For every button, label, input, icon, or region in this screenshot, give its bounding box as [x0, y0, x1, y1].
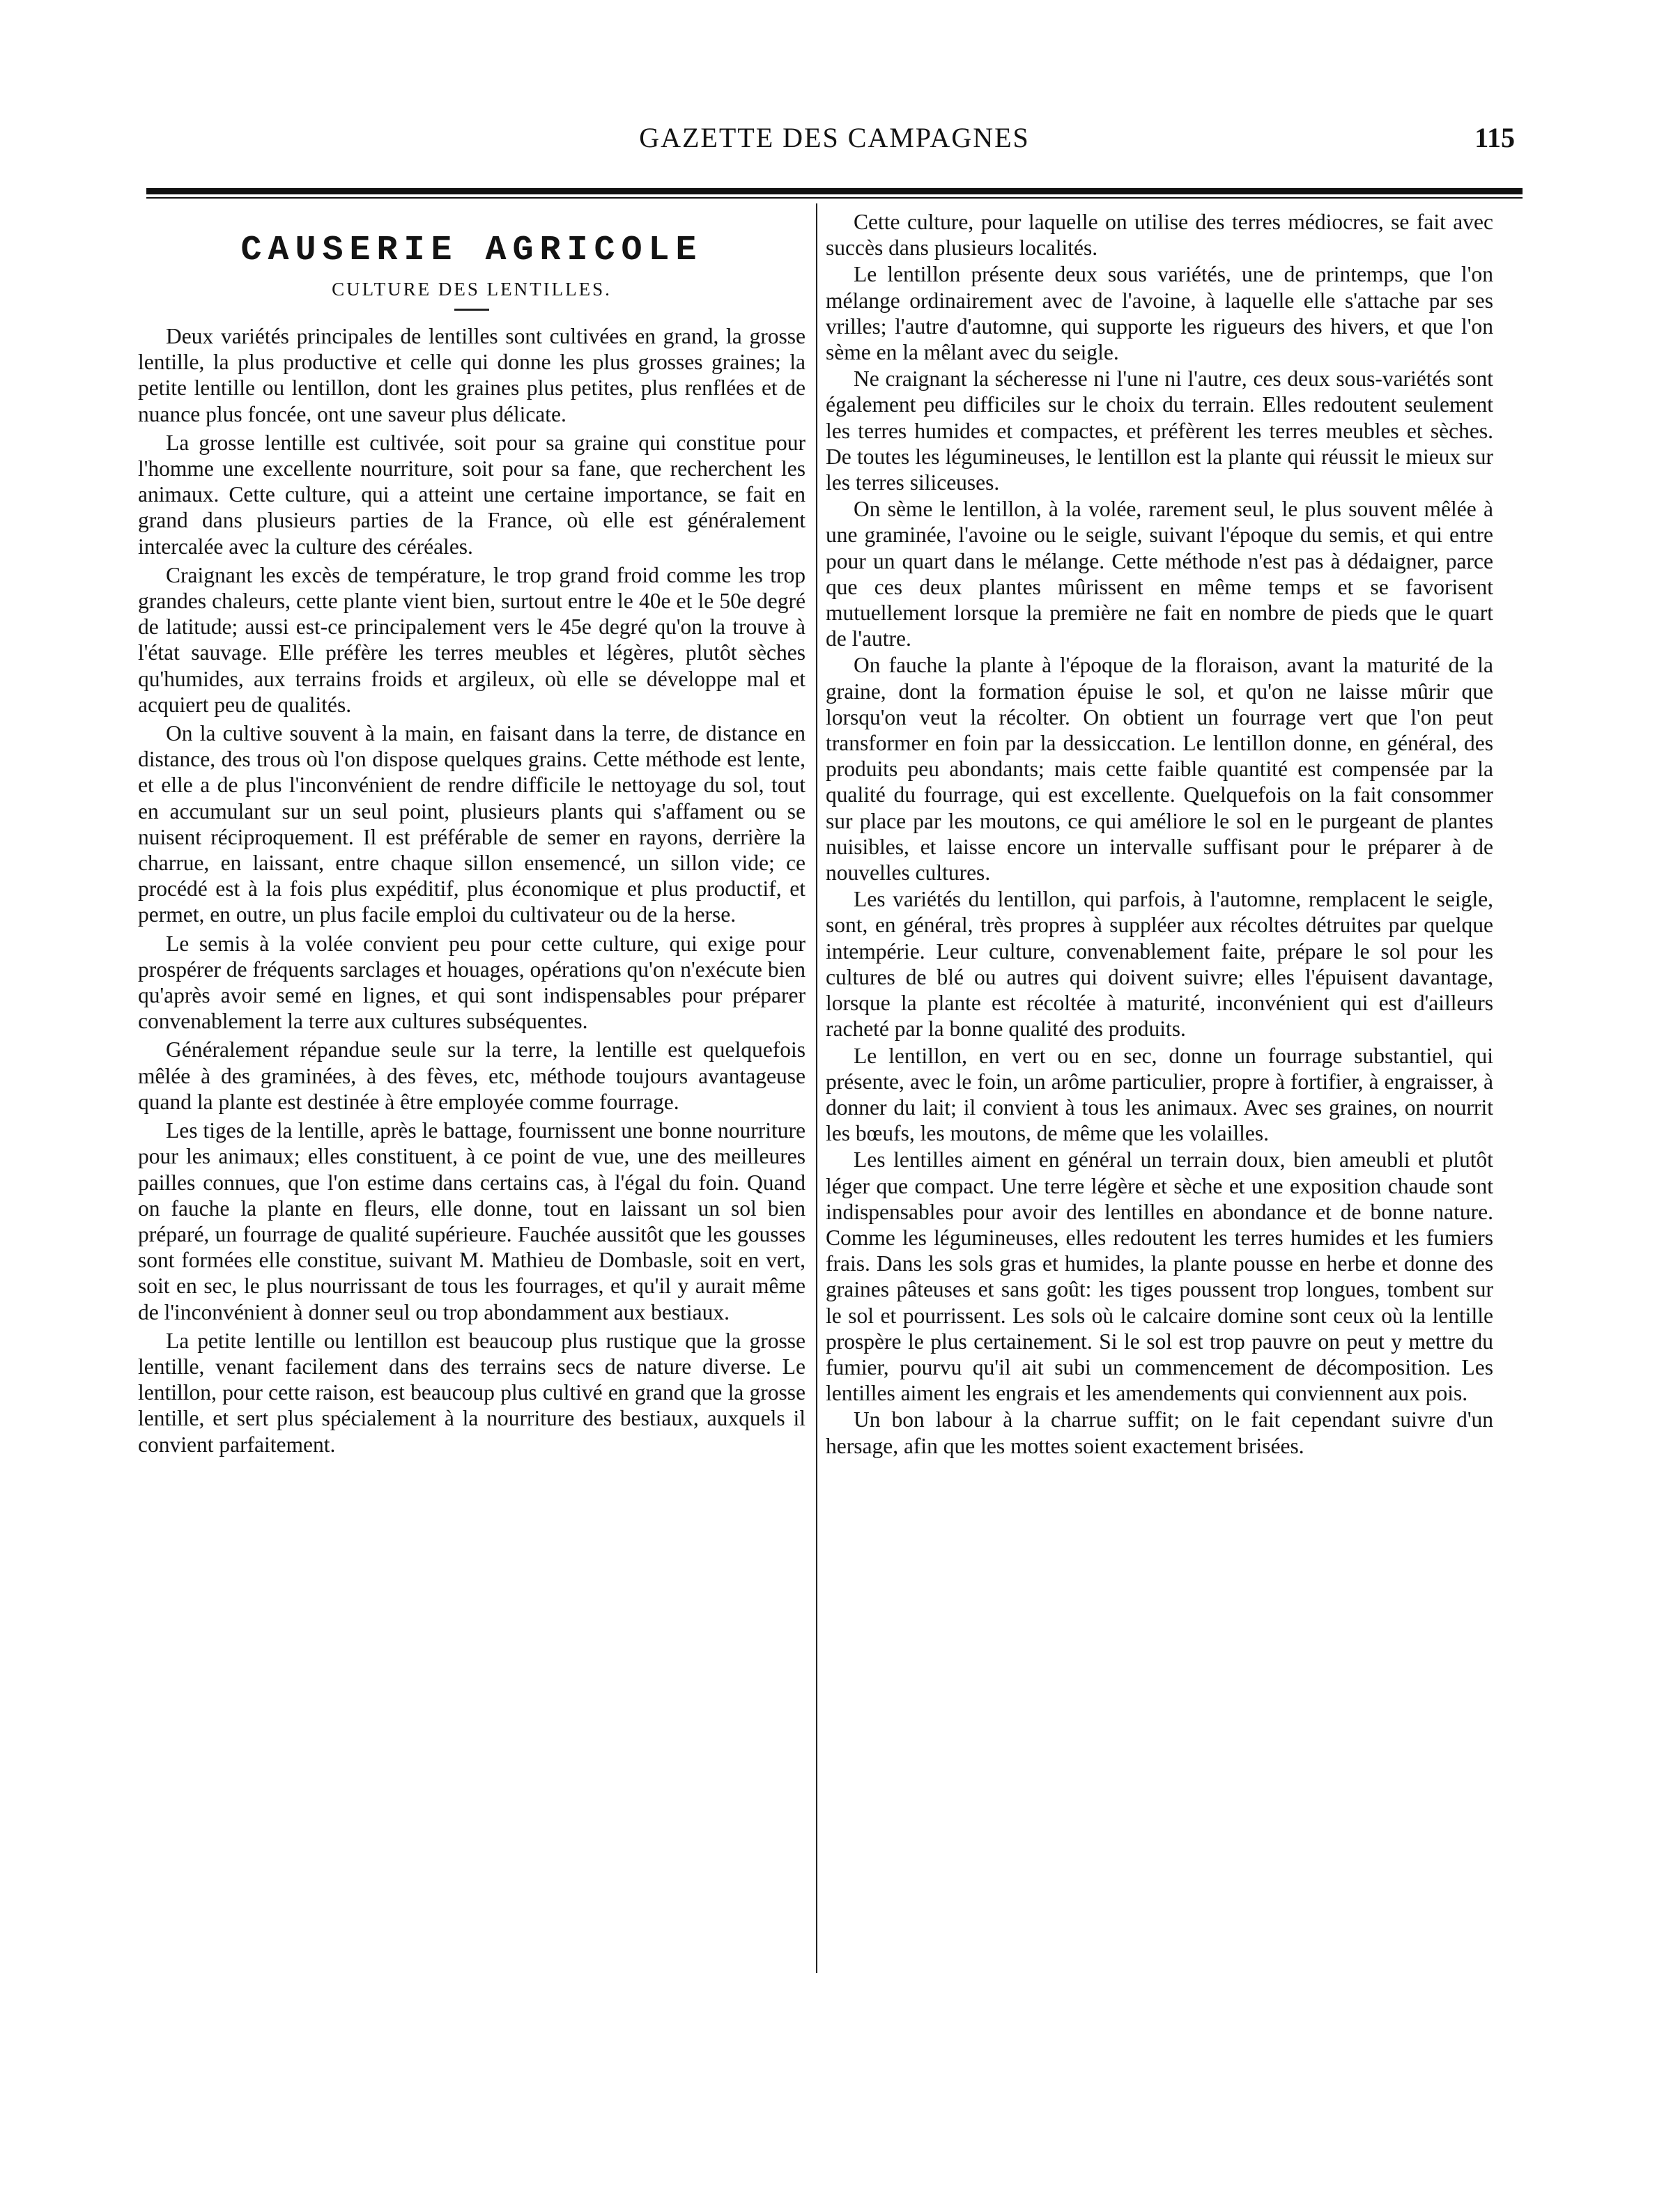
paragraph: Généralement répandue seule sur la terre, la lentille est quelquefois mêlée à des graminées, à des fèves, etc, méthode toujours avantageuse quand la plante est destinée à être employée comme fourrage. — [138, 1037, 806, 1114]
paragraph: Le lentillon présente deux sous variétés, une de printemps, que l'on mélange ordinairement avec de l'avoine, à laquelle elle s'attache par ses vrilles; l'autre d'automne, qui supporte les rigueurs des hivers, et que l'on sème en la mêlant avec du seigle. — [826, 262, 1493, 365]
paragraph: On la cultive souvent à la main, en faisant dans la terre, de distance en distance, des trous où l'on dispose quelques grains. Cette méthode est lente, et elle a de plus l'inconvénient de rendre difficile le nettoyage du sol, tout en accumulant sur un seul point, plusieurs plants qui s'affament ou se nuisent réciproquement. Il est préférable de semer en rayons, derrière la charrue, en laissant, entre chaque sillon ensemencé, un sillon vide; ce procédé est à la fois plus expéditif, plus économique et plus productif, et permet, en outre, un plus facile emploi du cultivateur ou de la herse. — [138, 721, 806, 927]
paragraph: On fauche la plante à l'époque de la floraison, avant la maturité de la graine, dont la formation épuise le sol, et qu'on ne laisse mûrir que lorsqu'on veut la récolter. On obtient un fourrage vert que l'on peut transformer en foin par la dessiccation. Le lentillon donne, en général, des produits peu abondants; mais cette faible quantité est compensée par la qualité du fourrage, qui est excellente. Quelquefois on la fait consommer sur place par les moutons, ce qui améliore le sol en le purgeant de plantes nuisibles, et laisse encore un intervalle suffisant pour le préparer à de nouvelles cultures. — [826, 653, 1493, 885]
paragraph: Le lentillon, en vert ou en sec, donne un fourrage substantiel, qui présente, avec le foin, un arôme particulier, propre à fortifier, à engraisser, à donner du lait; il convient à tous les animaux. Avec ses graines, on nourrit les bœufs, les moutons, de même que les volailles. — [826, 1043, 1493, 1146]
paragraph: Les lentilles aiment en général un terrain doux, bien ameubli et plutôt léger que compact. Une terre légère et sèche et une exposition chaude sont indispensables pour avoir des lentilles en abondance et de bonne nature. Comme les légumineuses, elles redoutent les terres humides et les fumiers frais. Dans les sols gras et humides, la plante pousse en herbe et donne des graines pâteuses et sans goût: les tiges poussent trop longues, tombent sur le sol et pourrissent. Les sols où le calcaire domine sont ceux où la lentille prospère le plus certainement. Si le sol est trop pauvre on peut y mettre du fumier, pourvu qu'il ait subi un commencement de décomposition. Les lentilles aiment les engrais et les amendements qui conviennent aux pois. — [826, 1147, 1493, 1406]
column-divider — [816, 203, 817, 1973]
paragraph: Deux variétés principales de lentilles sont cultivées en grand, la grosse lentille, la plus productive et celle qui donne les plus grosses graines; la petite lentille ou lentillon, dont les graines plus petites, plus renflées et de nuance plus foncée, ont une saveur plus délicate. — [138, 324, 806, 426]
paragraph: Craignant les excès de température, le trop grand froid comme les trop grandes chaleurs, cette plante vient bien, surtout entre le 40e et le 50e degré de latitude; aussi est-ce principalement vers le 45e degré qu'on la trouve à l'état sauvage. Elle préfère les terres meubles et légères, plutôt sèches qu'humides, aux terrains froids et argileux, où elle se développe mal et acquiert peu de qualités. — [138, 562, 806, 717]
page-number: 115 — [1474, 122, 1515, 153]
right-column — [826, 209, 1493, 1459]
paragraph: Le semis à la volée convient peu pour cette culture, qui exige pour prospérer de fréquents sarclages et houages, opérations qu'on n'exécute bien qu'après avoir semé en lignes, et qui sont indispensables pour préparer convenablement la terre aux cultures subséquentes. — [138, 931, 806, 1034]
paragraph: On sème le lentillon, à la volée, rarement seul, le plus souvent mêlée à une graminée, l'avoine ou le seigle, suivant l'époque du semis, et qui entre pour un quart dans le mélange. Cette méthode n'est pas à dédaigner, parce que ces deux plantes mûrissent en même temps et se favorisent mutuellement lorsque la première ne fait en nombre de pieds que le quart de l'autre. — [826, 497, 1493, 651]
paragraph: Ne craignant la sécheresse ni l'une ni l'autre, ces deux sous-variétés sont également peu difficiles sur le choix du terrain. Elles redoutent seulement les terres humides et compactes, et préfèrent les terres meubles et sèches. De toutes les légumineuses, le lentillon est la plante qui réussit le mieux sur les terres siliceuses. — [826, 366, 1493, 495]
paragraph: Un bon labour à la charrue suffit; on le fait cependant suivre d'un hersage, afin que les mottes soient exactement brisées. — [826, 1407, 1493, 1458]
paragraph: Les variétés du lentillon, qui parfois, à l'automne, remplacent le seigle, sont, en général, très propres à suppléer aux récoltes détruites par quelque intempérie. Leur culture, convenablement faite, prépare le sol pour les cultures de blé ou autres qui doivent suivre; elles l'épuisent davantage, lorsque la plante est récoltée à maturité, inconvénient qui est d'ailleurs racheté par la bonne qualité des produits. — [826, 887, 1493, 1042]
left-column — [138, 209, 806, 1457]
paragraph: Cette culture, pour laquelle on utilise des terres médiocres, se fait avec succès dans plusieurs localités. — [826, 210, 1493, 261]
header-rule-thick — [146, 188, 1523, 194]
title-dash — [454, 309, 489, 311]
paragraph: La petite lentille ou lentillon est beaucoup plus rustique que la grosse lentille, venant facilement dans des terrains secs de nature diverse. Le lentillon, pour cette raison, est beaucoup plus cultivé en grand que la grosse lentille, et sert plus spécialement à la nourriture des bestiaux, auxquels il convient parfaitement. — [138, 1328, 806, 1457]
page-header — [150, 117, 1519, 166]
paragraph: Les tiges de la lentille, après le battage, fournissent une bonne nourriture pour les animaux; elles constituent, à ce point de vue, une des meilleures pailles connues, que l'on estime dans certains cas, à l'égal du foin. Quand on fauche la plante en fleurs, elle donne, tout en laissant un sol bien préparé, un fourrage de qualité supérieure. Fauchée aussitôt que les gousses sont formées elle constitue, suivant M. Mathieu de Dombasle, soit en vert, soit en sec, le plus nourrissant de tous les fourrages, et qu'il y aurait même de l'inconvénient à donner seul ou trop abondamment aux bestiaux. — [138, 1118, 806, 1324]
article-subtitle: CULTURE DES LENTILLES. — [332, 279, 612, 300]
paragraph: La grosse lentille est cultivée, soit pour sa graine qui constitue pour l'homme une excellente nourriture, soit pour sa fane, que recherchent les animaux. Cette culture, qui a atteint une certaine importance, se fait en grand dans plusieurs parties de la France, où elle est généralement intercalée avec la culture des céréales. — [138, 430, 806, 559]
header-rule-thin — [146, 197, 1523, 199]
running-title: GAZETTE DES CAMPAGNES — [639, 122, 1030, 153]
article-title: CAUSERIE AGRICOLE — [240, 231, 703, 270]
